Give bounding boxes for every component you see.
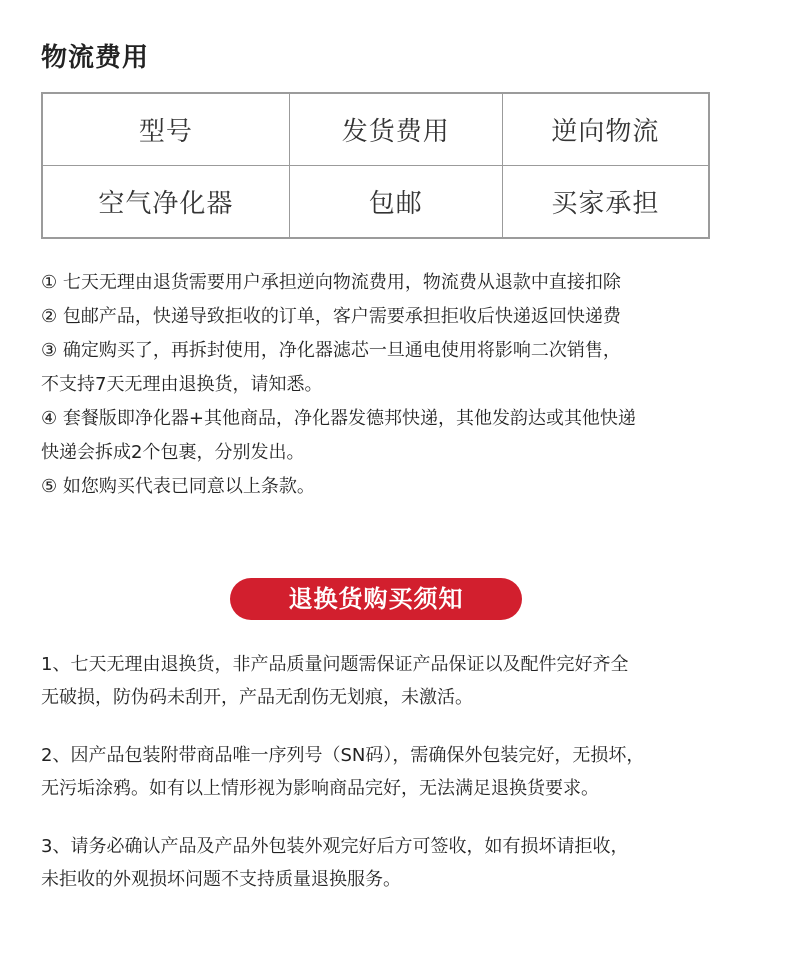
note-line: 不支持7天无理由退换货，请知悉。 [41, 374, 323, 395]
policy-paragraph [41, 648, 771, 714]
note-line: ② 包邮产品，快递导致拒收的订单，客户需要承担拒收后快递返回快递费 [41, 306, 621, 327]
table-header-cell: 逆向物流 [502, 93, 709, 166]
policy-line: 3、请务必确认产品及产品外包装外观完好后方可签收，如有损坏请拒收， [41, 836, 629, 857]
note-line: ⑤ 如您购买代表已同意以上条款。 [41, 476, 315, 497]
table-header-cell: 型号 [42, 93, 289, 166]
table-header-row [42, 93, 709, 166]
policy-line: 无破损，防伪码未刮开，产品无刮伤无划痕，未激活。 [41, 687, 473, 708]
table-row [42, 166, 709, 239]
return-policy-list [41, 648, 771, 921]
table-header-cell: 发货费用 [289, 93, 502, 166]
table-cell: 买家承担 [502, 166, 709, 239]
policy-line: 未拒收的外观损坏问题不支持质量退换服务。 [41, 869, 401, 890]
policy-line: 1、七天无理由退换货，非产品质量问题需保证产品保证以及配件完好齐全 [41, 654, 629, 675]
note-line: ③ 确定购买了，再拆封使用，净化器滤芯一旦通电使用将影响二次销售， [41, 340, 621, 361]
policy-paragraph [41, 739, 771, 805]
note-line: 快递会拆成2个包裹，分别发出。 [41, 442, 305, 463]
policy-line: 2、因产品包装附带商品唯一序列号（SN码），需确保外包装完好，无损坏， [41, 745, 645, 766]
table-cell: 包邮 [289, 166, 502, 239]
logistics-notes [41, 266, 761, 504]
table-cell: 空气净化器 [42, 166, 289, 239]
logistics-title: 物流费用 [41, 43, 150, 73]
note-line: ① 七天无理由退货需要用户承担逆向物流费用，物流费从退款中直接扣除 [41, 272, 621, 293]
note-line: ④ 套餐版即净化器+其他商品，净化器发德邦快递，其他发韵达或其他快递 [41, 408, 636, 429]
policy-line: 无污垢涂鸦。如有以上情形视为影响商品完好，无法满足退换货要求。 [41, 778, 599, 799]
policy-paragraph [41, 830, 771, 896]
return-policy-banner: 退换货购买须知 [230, 578, 522, 620]
logistics-fee-table [41, 92, 710, 239]
